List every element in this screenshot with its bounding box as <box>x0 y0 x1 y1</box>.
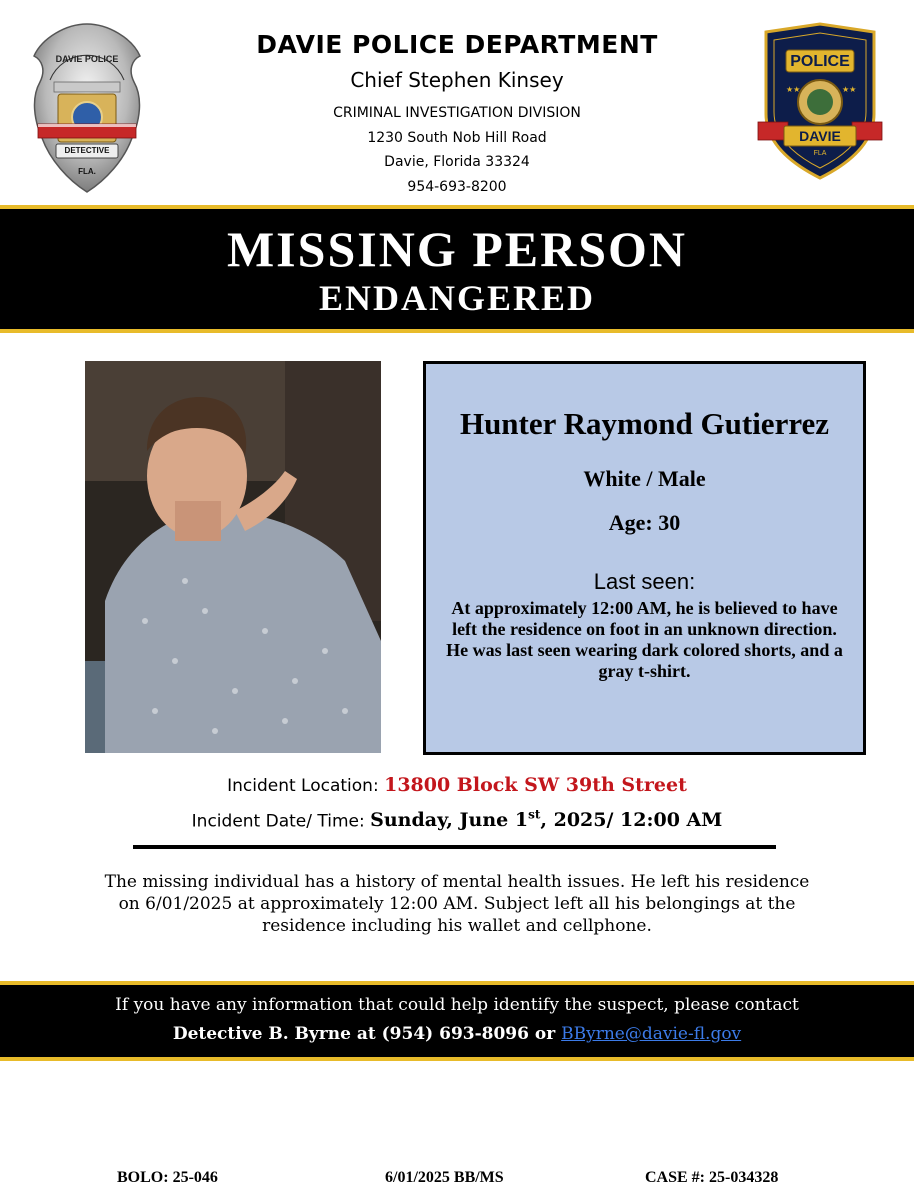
person-age: Age: 30 <box>608 510 681 535</box>
divider <box>133 845 776 849</box>
report-date-initials: 6/01/2025 BB/MS <box>385 1169 504 1186</box>
person-info-box <box>423 361 866 755</box>
missing-person-photo <box>85 361 381 753</box>
right-badge-top-text: POLICE <box>790 53 850 70</box>
address-city: Davie, Florida 33324 <box>384 154 530 170</box>
bolo-number: BOLO: 25-046 <box>117 1169 218 1186</box>
division-name: CRIMINAL INVESTIGATION DIVISION <box>333 105 581 121</box>
right-badge-ribbon-text: DAVIE <box>799 128 841 144</box>
incident-location-line <box>0 774 914 796</box>
details-paragraph: The missing individual has a history of mental health issues. He left his residence on 6/01/2025 at approximately 12:00 AM. Subject left all his belongings at the residence including his wallet and cellphone. <box>104 872 810 936</box>
right-badge-bottom-text: FLA <box>813 150 827 157</box>
contact-gold-stripe-bottom <box>0 1057 914 1061</box>
incident-date-value <box>370 809 722 831</box>
banner-subtitle: ENDANGERED <box>318 278 596 318</box>
contact-detective: Detective B. Byrne at (954) 693-8096 or <box>172 1024 562 1044</box>
incident-location-value: 13800 Block SW 39th Street <box>384 774 687 796</box>
incident-date-part2: , 2025/ 12:00 AM <box>540 809 723 832</box>
incident-date-line <box>0 808 914 831</box>
left-badge-bottom-text: FLA. <box>78 167 96 176</box>
incident-location-label: Incident Location: <box>227 776 379 796</box>
left-badge-top-text: DAVIE POLICE <box>55 54 119 64</box>
person-name: Hunter Raymond Gutierrez <box>459 406 830 441</box>
incident-date-part1: Sunday, June 1 <box>370 809 529 832</box>
person-race-sex: White / Male <box>583 466 706 491</box>
svg-text:★★: ★★ <box>786 85 801 94</box>
department-phone: 954-693-8200 <box>407 179 507 195</box>
last-seen-label: Last seen: <box>593 569 696 594</box>
gold-stripe-bottom <box>0 329 914 333</box>
incident-date-label: Incident Date/ Time: <box>191 811 365 832</box>
last-seen-description: At approximately 12:00 AM, he is believed to have left the residence on foot in an unknown direction. He was last seen wearing dark colored shorts, and a gray t-shirt. <box>446 598 843 681</box>
department-name: DAVIE POLICE DEPARTMENT <box>256 30 658 59</box>
incident-date-ordinal: st <box>528 808 541 822</box>
banner-title: MISSING PERSON <box>226 221 688 277</box>
contact-detective-line <box>0 1024 914 1044</box>
chief-name: Chief Stephen Kinsey <box>350 68 564 92</box>
case-number: CASE #: 25-034328 <box>645 1169 779 1186</box>
svg-text:★★: ★★ <box>842 85 857 94</box>
left-badge-ribbon-text: DETECTIVE <box>64 146 110 155</box>
contact-email-link[interactable]: BByrne@davie-fl.gov <box>561 1024 742 1044</box>
contact-request: If you have any information that could help identify the suspect, please contact <box>115 995 799 1015</box>
address-street: 1230 South Nob Hill Road <box>367 130 547 146</box>
